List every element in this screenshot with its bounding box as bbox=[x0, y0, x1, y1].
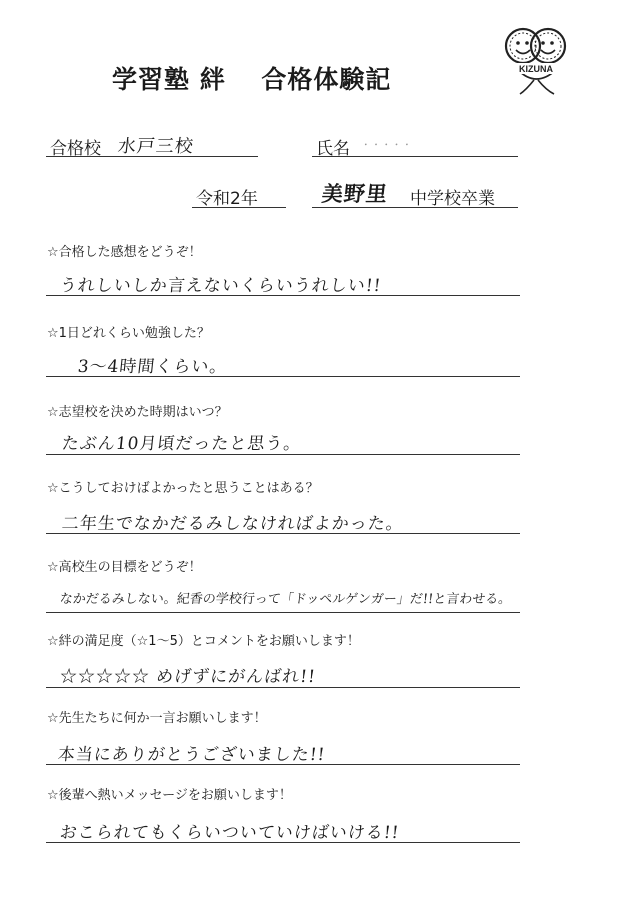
name-value: . . . . . bbox=[363, 134, 411, 149]
logo-text: KIZUNA bbox=[519, 64, 553, 74]
answer-line-6 bbox=[46, 687, 520, 688]
answer-4: 二年生でなかだるみしなければよかった。 bbox=[60, 514, 405, 534]
answer-3: たぶん10月頃だったと思う。 bbox=[60, 434, 303, 454]
question-4: ☆こうしておけばよかったと思うことはある？ bbox=[47, 481, 319, 496]
graduation-year: 令和2年 bbox=[196, 189, 258, 209]
kizuna-logo bbox=[496, 18, 578, 98]
junior-school-name: 美野里 bbox=[320, 181, 390, 206]
answer-8: おこられてもくらいついていけばいける!! bbox=[58, 823, 401, 843]
answer-line-3 bbox=[46, 454, 520, 455]
answer-line-7 bbox=[46, 764, 520, 765]
question-6: ☆絆の満足度（☆1～5）とコメントをお願いします！ bbox=[47, 634, 360, 649]
answer-2: 3〜4時間くらい。 bbox=[76, 357, 229, 377]
answer-line-2 bbox=[46, 376, 520, 377]
question-5: ☆高校生の目標をどうぞ！ bbox=[47, 560, 202, 575]
answer-5: なかだるみしない。紀香の学校行って「ドッペルゲンガー」だ!!と言わせる。 bbox=[59, 592, 512, 607]
answer-line-1 bbox=[46, 295, 520, 296]
answer-line-5 bbox=[46, 612, 520, 613]
question-1: ☆合格した感想をどうぞ！ bbox=[47, 245, 202, 260]
school-underline bbox=[46, 156, 258, 157]
question-8: ☆後輩へ熱いメッセージをお願いします！ bbox=[47, 788, 292, 803]
answer-line-8 bbox=[46, 842, 520, 843]
name-underline bbox=[312, 156, 518, 157]
answer-6: ☆☆☆☆☆ めげずにがんばれ!! bbox=[58, 667, 317, 687]
year-underline bbox=[192, 207, 286, 208]
answer-1: うれしいしか言えないくらいうれしい!! bbox=[58, 276, 383, 296]
question-2: ☆1日どれくらい勉強した？ bbox=[47, 326, 210, 341]
school-grad-underline bbox=[312, 207, 518, 208]
question-3: ☆志望校を決めた時期はいつ？ bbox=[47, 405, 228, 420]
answer-line-4 bbox=[46, 533, 520, 534]
school-label: 合格校 bbox=[50, 139, 101, 159]
graduation-label: 中学校卒業 bbox=[410, 189, 495, 209]
school-value: 水戸三校 bbox=[116, 136, 195, 157]
answer-7: 本当にありがとうございました!! bbox=[56, 745, 327, 765]
question-7: ☆先生たちに何か一言お願いします！ bbox=[47, 711, 267, 726]
page-title: 学習塾 絆 合格体験記 bbox=[112, 65, 392, 94]
name-label: 氏名 bbox=[316, 139, 350, 159]
